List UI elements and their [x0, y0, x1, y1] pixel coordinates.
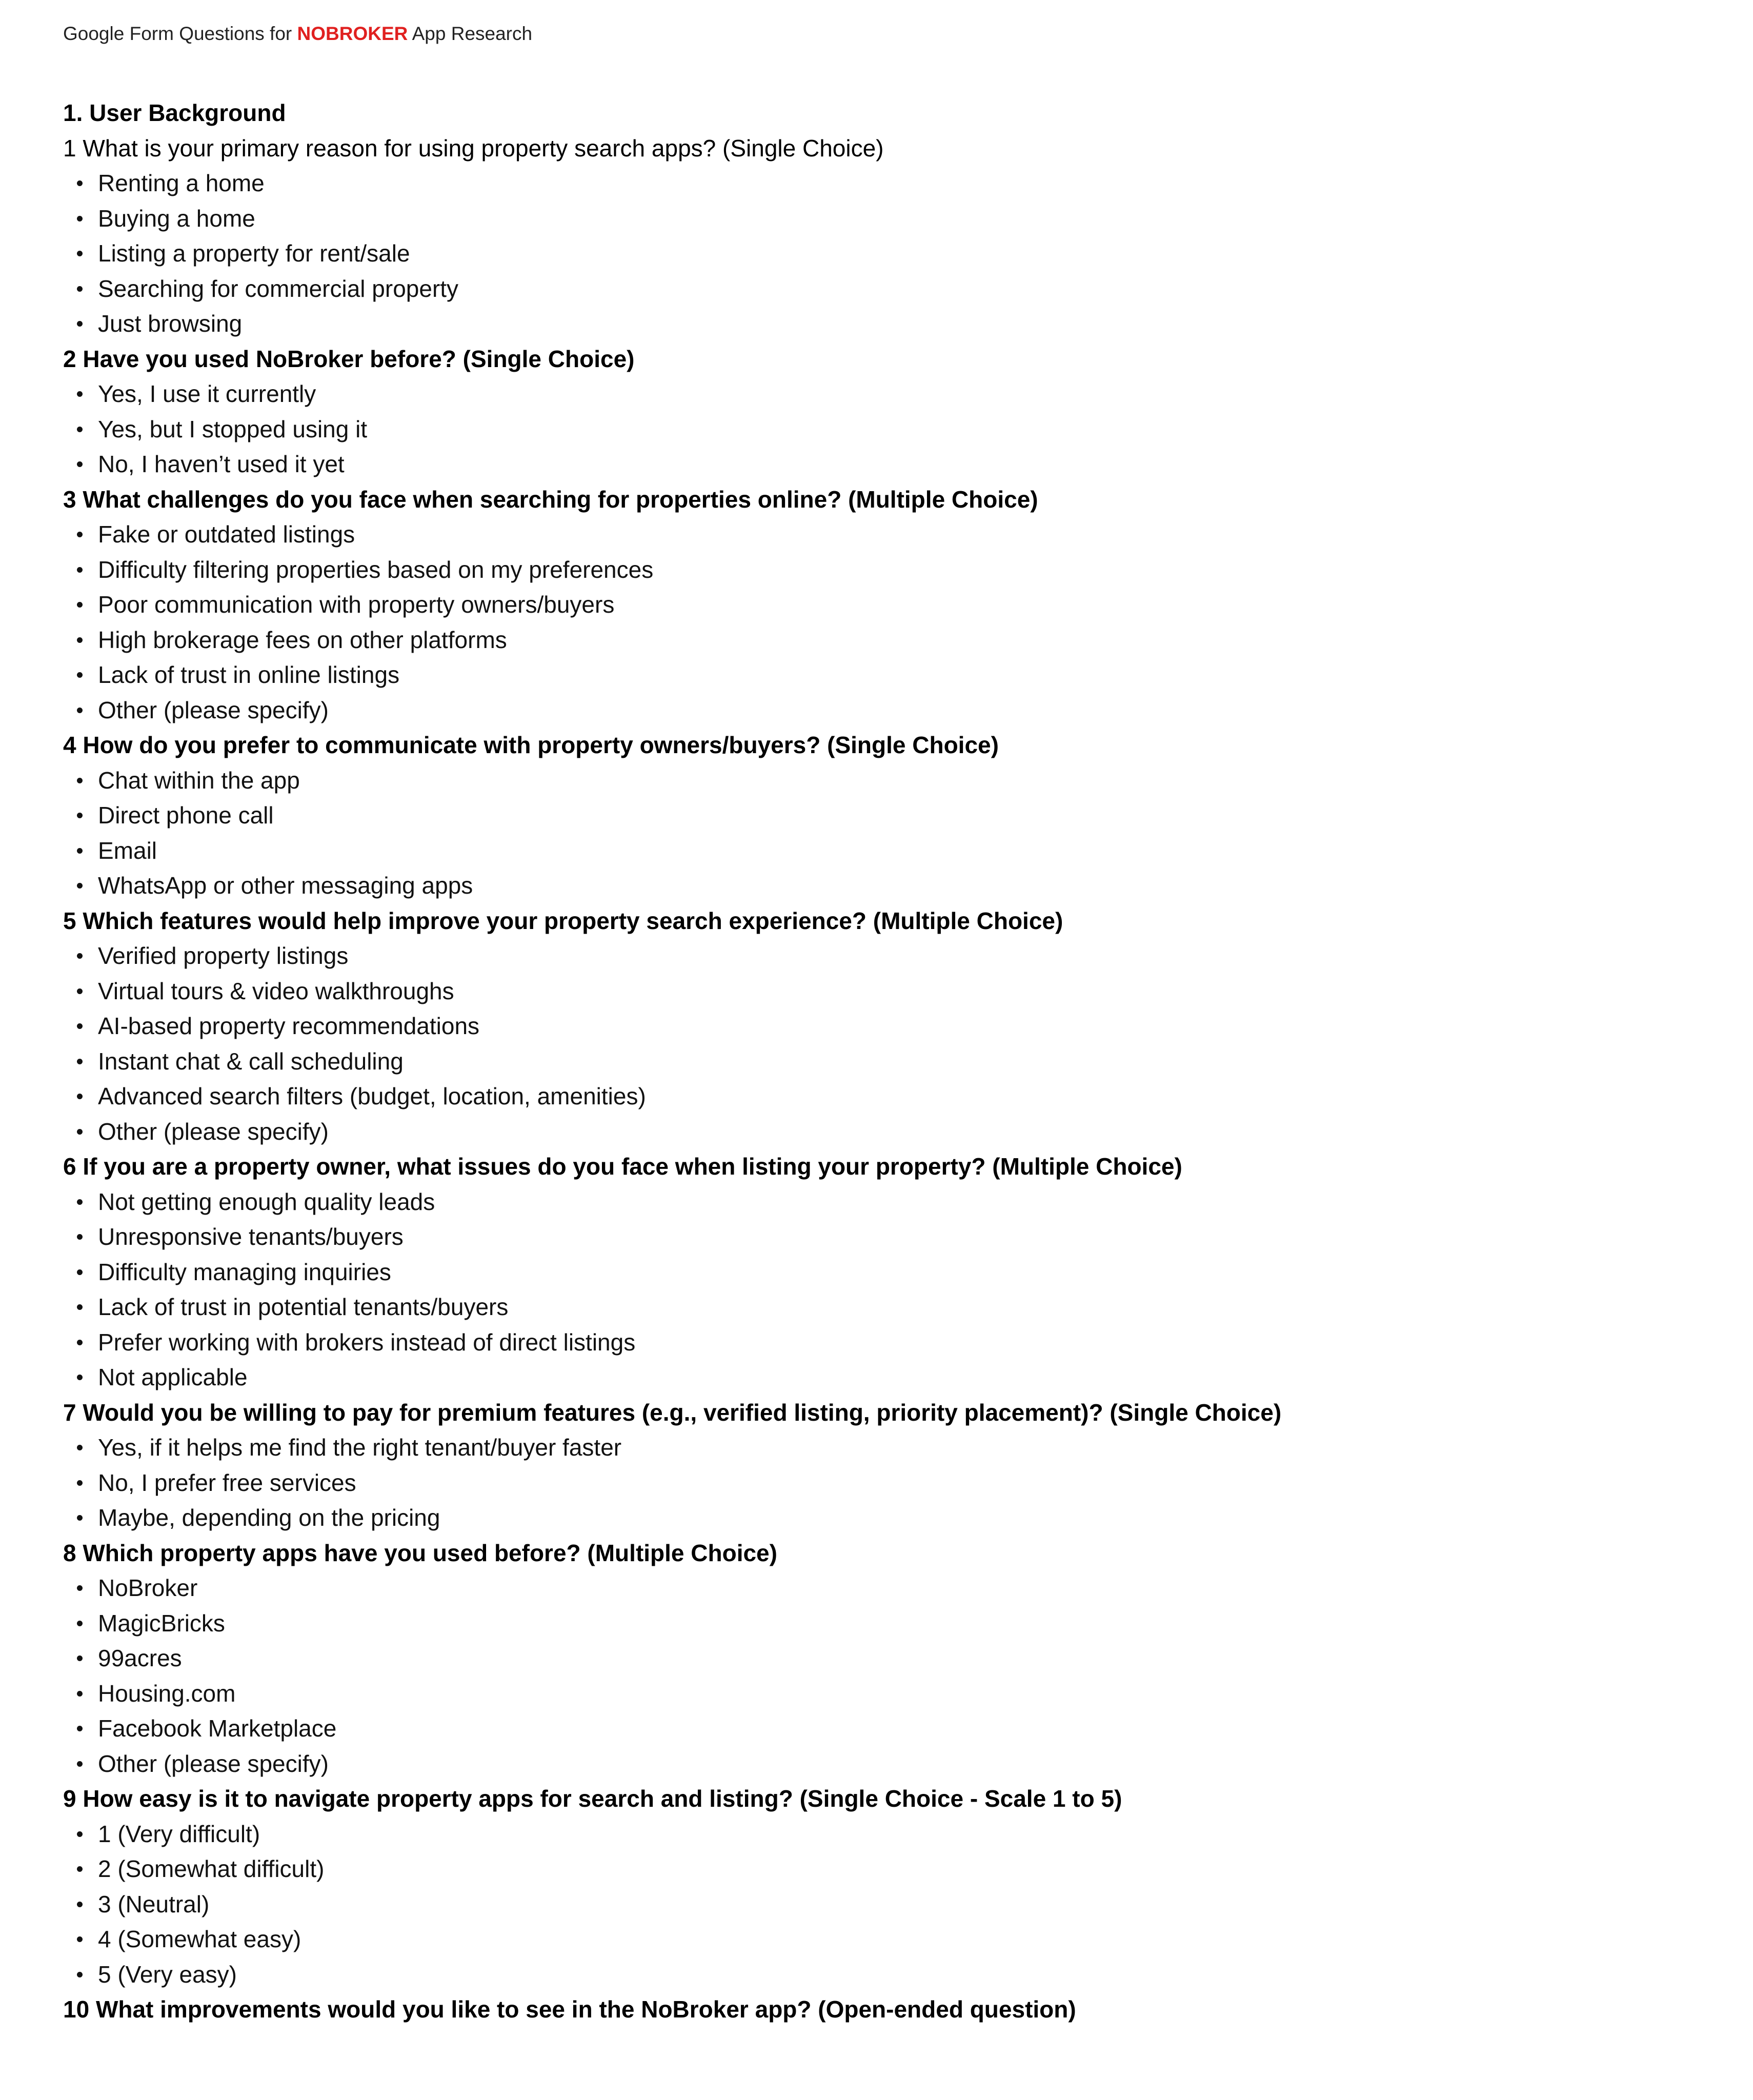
question-block — [63, 341, 1704, 482]
bullet-icon — [77, 1726, 83, 1731]
option-item — [63, 1922, 1704, 1957]
bullet-icon — [77, 988, 83, 994]
option-label: MagicBricks — [98, 1609, 225, 1637]
option-item — [63, 271, 1704, 307]
question-block — [63, 728, 1704, 903]
option-label: 2 (Somewhat difficult) — [98, 1855, 325, 1882]
question-block — [63, 903, 1704, 1149]
bullet-icon — [77, 1445, 83, 1450]
option-label: Unresponsive tenants/buyers — [98, 1223, 404, 1250]
bullet-icon — [77, 567, 83, 573]
option-item — [63, 868, 1704, 903]
bullet-icon — [77, 1234, 83, 1240]
option-label: Difficulty filtering properties based on my preferences — [98, 556, 654, 583]
bullet-icon — [77, 1866, 83, 1872]
option-list — [63, 763, 1704, 903]
bullet-icon — [77, 1304, 83, 1310]
option-label: No, I prefer free services — [98, 1469, 356, 1496]
option-item — [63, 657, 1704, 693]
bullet-icon — [77, 321, 83, 327]
option-item — [63, 1079, 1704, 1114]
option-list — [63, 166, 1704, 341]
question-text: 7 Would you be willing to pay for premium features (e.g., verified listing, priority placement)? (Single Choice) — [63, 1399, 1282, 1426]
option-label: WhatsApp or other messaging apps — [98, 872, 473, 899]
document-title — [63, 0, 1704, 46]
option-item — [63, 763, 1704, 798]
bullet-icon — [77, 1059, 83, 1064]
option-label: Lack of trust in online listings — [98, 661, 400, 688]
option-item — [63, 1008, 1704, 1044]
option-item — [63, 1641, 1704, 1676]
document-content — [63, 95, 1704, 2027]
option-item — [63, 1570, 1704, 1606]
bullet-icon — [77, 461, 83, 467]
option-item — [63, 1465, 1704, 1501]
option-label: Fake or outdated listings — [98, 521, 355, 548]
bullet-icon — [77, 1972, 83, 1977]
bullet-icon — [77, 1655, 83, 1661]
option-item — [63, 166, 1704, 201]
option-item — [63, 1114, 1704, 1149]
option-label: Other (please specify) — [98, 696, 329, 723]
bullet-icon — [77, 1902, 83, 1907]
question-text: 1 What is your primary reason for using property search apps? (Single Choice) — [63, 134, 884, 161]
option-label: No, I haven’t used it yet — [98, 451, 345, 477]
option-item — [63, 693, 1704, 728]
option-label: Poor communication with property owners/buyers — [98, 591, 615, 618]
option-item — [63, 1816, 1704, 1852]
bullet-icon — [77, 391, 83, 397]
option-item — [63, 517, 1704, 552]
bullet-icon — [77, 251, 83, 256]
option-item — [63, 306, 1704, 341]
option-item — [63, 1676, 1704, 1711]
option-label: Buying a home — [98, 205, 255, 232]
option-label: Housing.com — [98, 1680, 236, 1707]
bullet-icon — [77, 672, 83, 678]
bullet-icon — [77, 813, 83, 818]
option-item — [63, 1184, 1704, 1220]
option-list — [63, 1430, 1704, 1536]
bullet-icon — [77, 1129, 83, 1135]
option-label: Other (please specify) — [98, 1750, 329, 1777]
bullet-icon — [77, 1023, 83, 1029]
option-item — [63, 1711, 1704, 1746]
option-label: Maybe, depending on the pricing — [98, 1504, 440, 1531]
option-item — [63, 1360, 1704, 1395]
option-label: Lack of trust in potential tenants/buyers — [98, 1294, 509, 1320]
bullet-icon — [77, 1269, 83, 1275]
option-label: Yes, if it helps me find the right tenant/buyer faster — [98, 1434, 622, 1461]
document-page — [63, 0, 1704, 2027]
question-block — [63, 1992, 1704, 2027]
question-text: 6 If you are a property owner, what issues do you face when listing your property? (Multiple Choice) — [63, 1153, 1182, 1180]
option-item — [63, 1500, 1704, 1536]
option-label: Listing a property for rent/sale — [98, 240, 410, 267]
option-label: Verified property listings — [98, 942, 349, 969]
bullet-icon — [77, 602, 83, 608]
bullet-icon — [77, 848, 83, 854]
bullet-icon — [77, 953, 83, 959]
bullet-icon — [77, 1936, 83, 1942]
option-label: 1 (Very difficult) — [98, 1820, 260, 1847]
option-list — [63, 1570, 1704, 1781]
option-label: Virtual tours & video walkthroughs — [98, 977, 454, 1004]
question-block — [63, 1536, 1704, 1782]
question-block — [63, 1149, 1704, 1395]
option-label: 99acres — [98, 1645, 182, 1671]
bullet-icon — [77, 883, 83, 889]
question-text: 3 What challenges do you face when searching for properties online? (Multiple Choice) — [63, 486, 1038, 513]
question-block — [63, 1781, 1704, 1992]
bullet-icon — [77, 1340, 83, 1345]
bullet-icon — [77, 778, 83, 783]
question-block — [63, 482, 1704, 728]
question-text: 10 What improvements would you like to see in the NoBroker app? (Open-ended question) — [63, 1996, 1076, 2023]
option-label: Email — [98, 837, 157, 864]
bullet-icon — [77, 427, 83, 432]
option-label: Advanced search filters (budget, location, amenities) — [98, 1083, 646, 1109]
option-item — [63, 376, 1704, 412]
option-list — [63, 938, 1704, 1149]
option-item — [63, 1325, 1704, 1360]
option-label: Not getting enough quality leads — [98, 1188, 435, 1215]
option-label: Facebook Marketplace — [98, 1715, 337, 1742]
option-label: 5 (Very easy) — [98, 1961, 237, 1988]
bullet-icon — [77, 1199, 83, 1205]
option-label: Direct phone call — [98, 802, 274, 829]
brand-name: NOBROKER — [297, 23, 408, 44]
option-item — [63, 1606, 1704, 1641]
option-label: Other (please specify) — [98, 1118, 329, 1145]
option-item — [63, 412, 1704, 447]
bullet-icon — [77, 1480, 83, 1486]
option-label: 4 (Somewhat easy) — [98, 1926, 301, 1952]
option-list — [63, 376, 1704, 482]
option-label: Difficulty managing inquiries — [98, 1258, 391, 1285]
bullet-icon — [77, 532, 83, 537]
question-text: 9 How easy is it to navigate property apps for search and listing? (Single Choice - Scale 1 to 5) — [63, 1785, 1122, 1812]
question-text: 8 Which property apps have you used before? (Multiple Choice) — [63, 1539, 777, 1566]
option-item — [63, 1044, 1704, 1079]
title-suffix: App Research — [408, 23, 533, 44]
option-label: Chat within the app — [98, 766, 300, 794]
bullet-icon — [77, 180, 83, 186]
question-text: 2 Have you used NoBroker before? (Single Choice) — [63, 345, 635, 372]
option-item — [63, 1887, 1704, 1922]
option-item — [63, 447, 1704, 482]
option-item — [63, 833, 1704, 869]
option-item — [63, 622, 1704, 658]
option-list — [63, 1816, 1704, 1992]
option-list — [63, 517, 1704, 728]
bullet-icon — [77, 286, 83, 292]
title-prefix: Google Form Questions for — [63, 23, 297, 44]
option-item — [63, 938, 1704, 974]
option-item — [63, 236, 1704, 271]
option-item — [63, 1746, 1704, 1782]
option-label: Prefer working with brokers instead of direct listings — [98, 1328, 636, 1356]
option-label: Yes, but I stopped using it — [98, 415, 368, 442]
question-block — [63, 1395, 1704, 1536]
option-item — [63, 798, 1704, 833]
question-block — [63, 131, 1704, 341]
bullet-icon — [77, 1515, 83, 1521]
option-label: AI-based property recommendations — [98, 1013, 480, 1039]
option-label: Not applicable — [98, 1364, 248, 1390]
option-label: NoBroker — [98, 1574, 198, 1601]
section-heading: 1. User Background — [63, 99, 286, 126]
bullet-icon — [77, 1585, 83, 1591]
option-item — [63, 1430, 1704, 1465]
option-item — [63, 552, 1704, 588]
option-list — [63, 1184, 1704, 1395]
option-item — [63, 974, 1704, 1009]
question-text: 5 Which features would help improve your property search experience? (Multiple Choice) — [63, 907, 1063, 934]
option-label: Just browsing — [98, 310, 243, 337]
bullet-icon — [77, 1831, 83, 1837]
bullet-icon — [77, 637, 83, 643]
option-label: 3 (Neutral) — [98, 1890, 210, 1917]
question-text: 4 How do you prefer to communicate with property owners/buyers? (Single Choice) — [63, 732, 999, 758]
option-item — [63, 1957, 1704, 1992]
bullet-icon — [77, 1094, 83, 1099]
option-item — [63, 1255, 1704, 1290]
option-label: Renting a home — [98, 170, 265, 196]
bullet-icon — [77, 216, 83, 221]
bullet-icon — [77, 1375, 83, 1380]
option-label: High brokerage fees on other platforms — [98, 626, 507, 653]
bullet-icon — [77, 1691, 83, 1697]
option-label: Yes, I use it currently — [98, 380, 316, 407]
question-list — [63, 131, 1704, 2027]
option-item — [63, 587, 1704, 622]
bullet-icon — [77, 1761, 83, 1767]
bullet-icon — [77, 708, 83, 713]
option-item — [63, 1219, 1704, 1255]
bullet-icon — [77, 1621, 83, 1626]
option-label: Searching for commercial property — [98, 275, 459, 302]
option-item — [63, 1289, 1704, 1325]
option-item — [63, 1851, 1704, 1887]
option-label: Instant chat & call scheduling — [98, 1047, 404, 1075]
option-item — [63, 201, 1704, 236]
